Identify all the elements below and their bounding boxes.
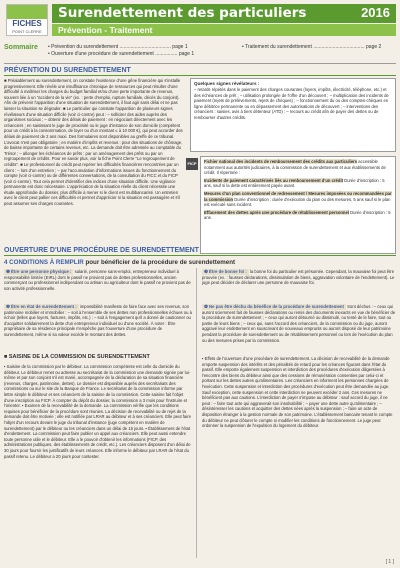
summary-column-1 <box>48 44 224 58</box>
ficp-item: Fichier national des incidents de remboursement des crédits aux particuliers accessible notamment aux autorités judiciaires, à la commission de surendettement et aux établissements de crédit. Il répertorie : <box>204 159 386 176</box>
conditions-title-rest: pour bénéficier de la procédure de surendettement <box>85 259 236 266</box>
condition-2-tag: ❷ Être en état de surendettement : <box>6 304 77 309</box>
conditions-count: 4 CONDITIONS À REMPLIR <box>4 259 84 266</box>
conditions-title <box>4 259 396 267</box>
logo-color-band <box>7 5 47 19</box>
warning-signs-text: – retards répétés dans le paiement des charges courantes (loyers, impôts, électricité, téléphone, etc.) et des échéances de prêt ; – utilisation prolongée de l'offre d'un découvert ; – multiplication des incidents de paiement (rejets de prélèvements, rejets de chèques) ; – fonctionnement du ou des comptes-chèques en ligne débitrice permanente ou en dépassement des autorisations de découvert ; – interventions des créanciers : saisies, avis à tiers détenteur (ATD) ; – recours au crédit afin de payer des dettes ou de rembourser d'autres crédits. <box>194 87 389 120</box>
page-header <box>0 0 400 40</box>
page-title: Surendettement des particuliers <box>58 5 307 21</box>
fiches-logo <box>6 4 48 36</box>
page-number: [ 1 ] <box>385 559 394 565</box>
saisine-text: ▪ Saisine de la commission par le débiteur. La commission compétente est celle du domicile du débiteur. Le débiteur remet ou adresse au secrétariat de la commission une demande signée par lui-même et par son conjoint s'il est marié, accompagnée de la déclaration de sa situation financière (revenus, charges, patrimoine, dettes). Le dossier est disponible auprès des secrétariats des commissions ou sur le site de la Banque de France. Le secrétariat de la commission informe par lettre simple le débiteur et ses créanciers de la saisine de la commission. Cette saisine fait l'objet d'une inscription au FICP. À compter du dépôt du dossier, la commission a 3 mois pour l'instruire et l'orienter. ▪ Examen de la recevabilité de la demande. La commission vérifie que les conditions requises pour bénéficier de la procédure sont réunies. La décision de recevabilité ou de rejet de la demande doit être motivée ; elle est notifiée par LRAR au débiteur et à ses créanciers. Elle peut faire l'objet d'un recours devant le juge du tribunal d'instance (juge compétent en matière de surendettement) par le débiteur ou les créanciers dans un délai de 15 jours. ▪ Établissement de l'état d'endettement. La commission peut faire publier un appel aux créanciers. Elle peut aussi entendre toute personne utile et le débiteur. Elle a le pouvoir d'obtenir les informations (FICP, des administrations publiques, des établissements de crédit, etc.). Les créanciers disposent d'un délai de 30 jours pour fournir les justificatifs de leurs créances. Elle informe le débiteur par LRAR de l'état du passif retenu. Le débiteur a 20 jours pour contester. <box>4 364 191 459</box>
warning-signs-title: Quelques signes révélateurs : <box>194 81 260 86</box>
ficp-tab: FICP <box>186 158 198 170</box>
condition-1 <box>4 269 192 303</box>
ouverture-heading: OUVERTURE D'UNE PROCÉDURE DE SURENDETTEMENT <box>4 246 396 256</box>
condition-3-text: la bonne foi du particulier est présumée. Cependant, la mauvaise foi peut être prouvée (ex. : fausses déclarations, dissimulation de biens, aggravation volontaire de l'endettement). Le juge peut décider de déclarer une personne de mauvaise foi. <box>202 269 395 286</box>
condition-4 <box>202 304 396 352</box>
ficp-box <box>200 156 396 254</box>
condition-2-text: impossibilité manifeste de faire face avec ses revenus, son patrimoine mobilier et immobilier : – soit à l'ensemble de ses dettes non professionnelles échues ou à échoir (telles que loyers, factures, impôts, etc.) ; – soit à l'engagement qu'il a donné de cautionner ou d'acquitter solidairement la dette d'un entrepreneur individuel ou d'une société. À noter : Être propriétaire de sa résidence principale n'empêche pas l'ouverture d'une procédure de surendettement, même si sa valeur excède le montant des dettes. <box>4 304 192 337</box>
condition-3 <box>202 269 396 303</box>
condition-3-tag: ❸ Être de bonne foi : <box>204 269 247 274</box>
summary-label: Sommaire <box>4 44 38 51</box>
condition-1-text: salarié, personne sans-emploi, entrepreneur individuel à responsabilité limitée (EIRL) dont le passif ne provient pas de dettes professionnelles, ancien commerçant ou professionnel indépendant ou artisan ou agriculteur dont le passif ne provient pas de son activité professionnelle. <box>4 269 191 291</box>
edition-year: 2016 <box>361 5 390 20</box>
condition-4-text: Sont déchus : – ceux qui auront sciemment fait de fausses déclarations ou remis des documents inexacts en vue de bénéficier de la procédure de surendettement ; – ceux qui auront détourné ou dissimulé, ou tenté de le faire, tout ou partie de leurs biens ; – ceux qui, sans l'accord des créanciers, de la commission ou du juge, auront aggravé leur endettement en souscrivant de nouveaux emprunts ou auront disposé de leur patrimoine pendant la procédure de surendettement ou de rétablissement personnel ou lors de l'exécution du plan ou des mesures prises par la commission. <box>202 304 396 343</box>
logo-name: FICHES <box>12 19 42 28</box>
summary-column-2 <box>242 44 394 51</box>
ficp-item: Mesures d'un plan conventionnel de redressement / Mesures imposées ou recommandées par la commission Durée d'inscription : durée d'exécution du plan ou des mesures, 5 ans sauf si le plan est exécuté sans incident. <box>204 190 392 208</box>
summary-item[interactable]: • Traitement du surendettement ..................................... page 2 <box>242 44 382 50</box>
saisine-heading: ■ SAISINE DE LA COMMISSION DE SURENDETTEMENT <box>4 354 150 360</box>
prevention-text: ■ Préalablement au surendettement, on constate l'existence d'une gêne financière qui s'installe progressivement. Elle révèle une insuffisance chronique de ressources qui peut résulter d'une difficulté à maîtriser les charges du budget familial et/ou d'une perte importante de revenus, souvent liée à un "accident de la vie" (ex. : perte d'emploi, rupture familiale, décès du conjoint). Afin de prévenir l'apparition d'une situation de surendettement, il faut agir sans délai et ne pas laisser la situation se dégrader. ■ Le particulier qui constate l'apparition de plusieurs signes révélateurs d'une situation difficile (voir ci-contre) peut : – solliciter des aides auprès des organismes sociaux ; – obtenir des délais de paiement : en négociant directement avec les créanciers ; en saisissant le juge de proximité ou le juge d'instance de son domicile (compétent pour un crédit à la consommation, de loyer ou d'un montant ≤ à 10 000 €), qui peut accorder des délais de paiement de 2 ans maxi. Des formulaires sont disponibles au greffe de ce tribunal. L'avocat n'est pas obligatoire ; en matière d'impôts et revenus : pour des situations de chômage, de baisse importante de certains revenus, etc. La demande doit être adressée au comptable du Trésor ; – allonger les échéances de prêts : par un aménagement des prêts ou par un regroupement de crédits. Pour en savoir plus, voir la fiche Point Clerre "Le regroupement de crédits". ■ Le professionnel du crédit peut repérer les difficultés financières rencontrées par un client : – lors d'un entretien ; – par l'accumulation d'informations issues du fonctionnement du compte (voir ci-contre) ou de différentes conversations, de la consultation du FICC et du FICP (voir ci-contre). Tout cela permet d'identifier des indices d'une situation difficile. Une vigilance permanente est donc nécessaire. L'appréciation de la situation réelle du client nécessite une étude approfondie du dossier, plus difficile à mener si le client est multibancarisé. Un entretien avec le client peut pallier ces difficultés et permet d'apprécier si la situation est passagère et s'il peut assumer ses charges courantes. <box>4 78 183 207</box>
page-subtitle: Prévention - Traitement <box>52 24 396 36</box>
condition-2 <box>4 304 192 352</box>
logo-subtitle: POINT CLERRE <box>12 29 42 34</box>
summary-item[interactable]: • Prévention du surendettement ..................................... page 1 <box>48 44 188 50</box>
title-band <box>52 4 396 23</box>
prevention-heading: PRÉVENTION DU SURENDETTEMENT <box>4 66 396 76</box>
warning-signs-box <box>190 78 396 152</box>
column-divider <box>196 268 197 558</box>
table-of-contents <box>4 44 396 64</box>
condition-4-tag: ❹ Ne pas être déchu du bénéfice de la procédure de surendettement <box>204 304 344 309</box>
summary-item[interactable]: • Ouverture d'une procédure de surendettement ................ page 1 <box>48 51 195 57</box>
ficp-item: Incidents de paiement caractérisés liés au remboursement d'un crédit Durée d'inscription : 5 ans, sauf si la dette est entièrement payée avant. <box>204 177 385 189</box>
effets-text: ▪ Effets de l'ouverture d'une procédure de surendettement. La décision de recevabilité de la demande emporte suspension des intérêts et des pénalités de retard pour les créances figurant dans l'état du passif. Elle emporte également suspension et interdiction des procédures d'exécution diligentées à l'encontre des biens du débiteur ainsi que des cessions de rémunération consenties par celui-ci et portant sur les dettes autres qu'alimentaires. Les créanciers en informent les personnes chargées de l'exécution. Cette suspension et interdiction des procédures d'exécution peut être demandée au juge. Sauf exception, cette suspension et cette interdiction ne peuvent excéder 2 ans. Ces mesures ne bénéficient pas aux cautions. L'interdiction de payer s'impose au débiteur : sauf accord du juge, il ne peut : – faire tout acte qui aggraverait son insolvabilité ; – payer une dette autre qu'alimentaire ; – désintéresser les cautions et acquitter des dettes nées après la suspension ; – faire un acte de disposition étranger à la gestion normale de son patrimoine. L'établissement bancaire tenant le compte du débiteur ne peut clôturer le compte ni modifier les conditions de fonctionnement. Le juge peut ordonner la suspension de l'expulsion du logement du débiteur. <box>202 356 393 429</box>
ficp-item: Effacement des dettes après une procédure de rétablissement personnel Durée d'inscription : 5 ans. <box>204 209 391 221</box>
condition-1-tag: ❶ Être une personne physique : <box>6 269 72 274</box>
